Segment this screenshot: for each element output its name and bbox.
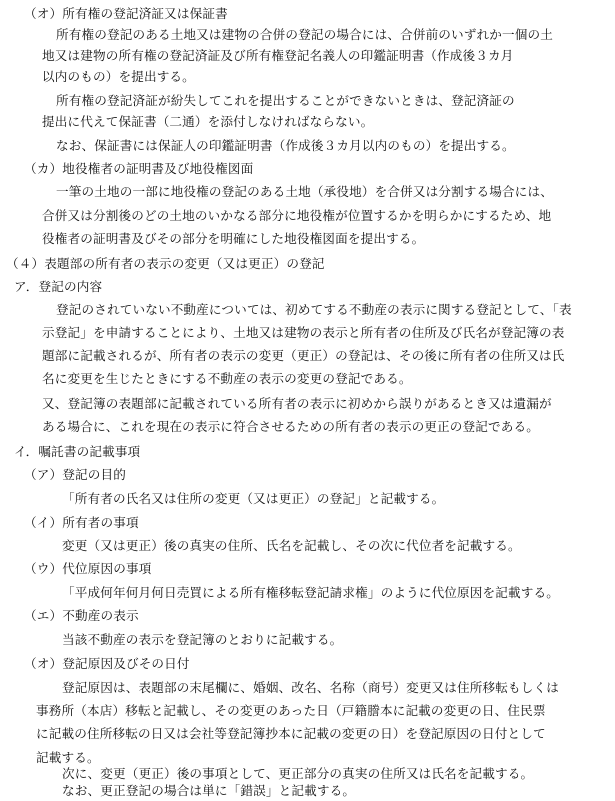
paragraph-line: 又、登記簿の表題部に記載されている所有者の表示に初めから誤りがあるとき又は遺漏が xyxy=(42,396,552,411)
paragraph-line: 提出に代えて保証書（二通）を添付しなければならない。 xyxy=(42,114,374,129)
paragraph-line: 題部に記載されるが、所有者の表示の変更（更正）の登記は、その後に所有者の住所又は氏 xyxy=(42,348,565,363)
paragraph-line: 「平成何年何月何日売買による所有権移転登記請求権」のように代位原因を記載する。 xyxy=(62,585,560,600)
paragraph-line: 「所有者の氏名又は住所の変更（又は更正）の登記」と記載する。 xyxy=(62,491,445,506)
paragraph-line: 合併又は分割後のどの土地のいかなる部分に地役権が位置するかを明らかにするため、地 xyxy=(42,208,552,223)
paragraph-line: 名に変更を生じたときにする不動産の表示の変更の登記である。 xyxy=(42,371,412,386)
paragraph-line: 変更（又は更正）後の真実の住所、氏名を記載し、その次に代位者を記載する。 xyxy=(62,538,521,553)
paragraph-line: 一筆の土地の一部に地役権の登記のある土地（承役地）を合併又は分割する場合には、 xyxy=(56,184,554,199)
paragraph-line: 地又は建物の所有権の登記済証及び所有権登記名義人の印鑑証明書（作成後３カ月 xyxy=(42,48,514,63)
paragraph-line: 役権者の証明書及びその部分を明確にした地役権図面を提出する。 xyxy=(42,231,425,246)
paragraph-line: なお、保証書には保証人の印鑑証明書（作成後３カ月以内のもの）を提出する。 xyxy=(56,138,515,153)
subsection-heading-a: ア．登記の内容 xyxy=(14,279,103,294)
heading-registration-certificate: （オ）所有権の登記済証又は保証書 xyxy=(24,6,228,21)
paragraph-line: 事務所（本店）移転と記載し、その変更のあった日（戸籍謄本に記載の変更の日、住民票 xyxy=(36,703,546,718)
paragraph-line: 次に、変更（更正）後の事項として、更正部分の真実の住所又は氏名を記載する。 xyxy=(62,766,534,781)
paragraph-line: 登記原因は、表題部の末尾欄に、婚姻、改名、名称（商号）変更又は住所移転もしくは xyxy=(62,680,560,695)
paragraph-line: 当該不動産の表示を登記簿のとおりに記載する。 xyxy=(62,632,343,647)
paragraph-line: 所有権の登記済証が紛失してこれを提出することができないときは、登記済証の xyxy=(56,93,515,108)
section-heading-4: （４）表題部の所有者の表示の変更（又は更正）の登記 xyxy=(6,256,325,271)
paragraph-line: なお、更正登記の場合は単に「錯誤」と記載する。 xyxy=(62,783,356,798)
subsection-heading-i: イ．嘱託書の記載事項 xyxy=(14,444,141,459)
paragraph-line: 以内のもの）を提出する。 xyxy=(42,69,195,84)
item-heading-subrogation: （ウ）代位原因の事項 xyxy=(24,561,152,576)
item-heading-owner: （イ）所有者の事項 xyxy=(24,515,139,530)
paragraph-line: に記載の住所移転の日又は会社等登記簿抄本に記載の変更の日）を登記原因の日付として xyxy=(36,726,546,741)
item-heading-purpose: （ア）登記の目的 xyxy=(24,467,126,482)
item-heading-cause-date: （オ）登記原因及びその日付 xyxy=(24,656,190,671)
heading-easement-certificate: （カ）地役権者の証明書及び地役権図面 xyxy=(24,161,254,176)
item-heading-property: （エ）不動産の表示 xyxy=(24,608,139,623)
paragraph-line: ある場合に、これを現在の表示に符合させるための所有者の表示の更正の登記である。 xyxy=(42,419,540,434)
paragraph-line: 記載する。 xyxy=(36,750,100,765)
paragraph-line: 示登記」を申請することにより、土地又は建物の表示と所有者の住所及び氏名が登記簿の表 xyxy=(42,325,565,340)
paragraph-line: 所有権の登記のある土地又は建物の合併の登記の場合には、合併前のいずれか一個の土 xyxy=(56,27,554,42)
paragraph-line: 登記のされていない不動産については、初めてする不動産の表示に関する登記として、「表 xyxy=(56,302,572,317)
